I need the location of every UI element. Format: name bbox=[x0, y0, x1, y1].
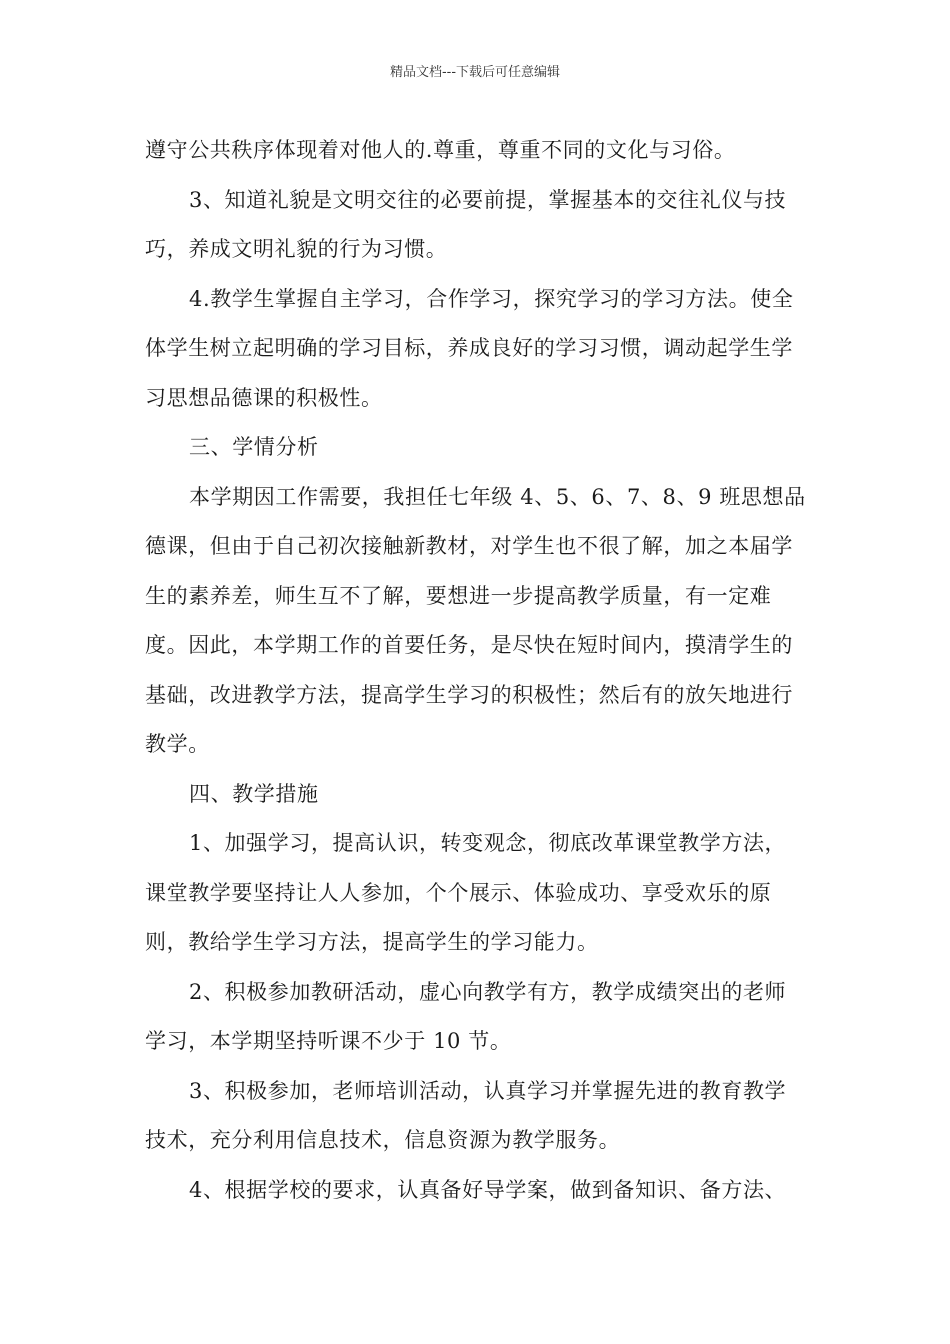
section-heading: 四、教学措施 bbox=[189, 781, 319, 806]
document-body bbox=[145, 126, 807, 1215]
page-header: 精品文档---下载后可任意编辑 bbox=[389, 65, 561, 80]
section-heading: 三、学情分析 bbox=[189, 435, 319, 459]
paragraph: 本学期因工作需要，我担任七年级 4、5、6、7、8、9 班思想品德课，但由于自己初次接触新教材，对学生也不很了解，加之本届学生的素养差，师生互不了解，要想进一步提高教学质量，有一定难度。因此，本学期工作的首要任务，是尽快在短时间内，摸清学生的基础，改进教学方法，提高学生学习的积极性；然后有的放矢地进行教学。 bbox=[145, 484, 806, 756]
paragraph: 3、知道礼貌是文明交往的必要前提，掌握基本的交往礼仪与技巧，养成文明礼貌的行为习惯。 bbox=[145, 187, 787, 261]
paragraph: 4.教学生掌握自主学习，合作学习，探究学习的学习方法。使全体学生树立起明确的学习目标，养成良好的学习习惯，调动起学生学习思想品德课的积极性。 bbox=[145, 286, 794, 410]
paragraph: 遵守公共秩序体现着对他人的.尊重，尊重不同的文化与习俗。 bbox=[145, 138, 736, 162]
paragraph: 2、积极参加教研活动，虚心向教学有方，教学成绩突出的老师学习，本学期坚持听课不少于 10 节。 bbox=[145, 979, 787, 1053]
paragraph: 4、根据学校的要求，认真备好导学案，做到备知识、备方法、 bbox=[189, 1177, 787, 1202]
paragraph: 3、积极参加，老师培训活动，认真学习并掌握先进的教育教学技术，充分利用信息技术，信息资源为教学服务。 bbox=[145, 1078, 787, 1152]
paragraph: 1、加强学习，提高认识，转变观念，彻底改革课堂教学方法，课堂教学要坚持让人人参加，个个展示、体验成功、享受欢乐的原则，教给学生学习方法，提高学生的学习能力。 bbox=[145, 831, 787, 954]
